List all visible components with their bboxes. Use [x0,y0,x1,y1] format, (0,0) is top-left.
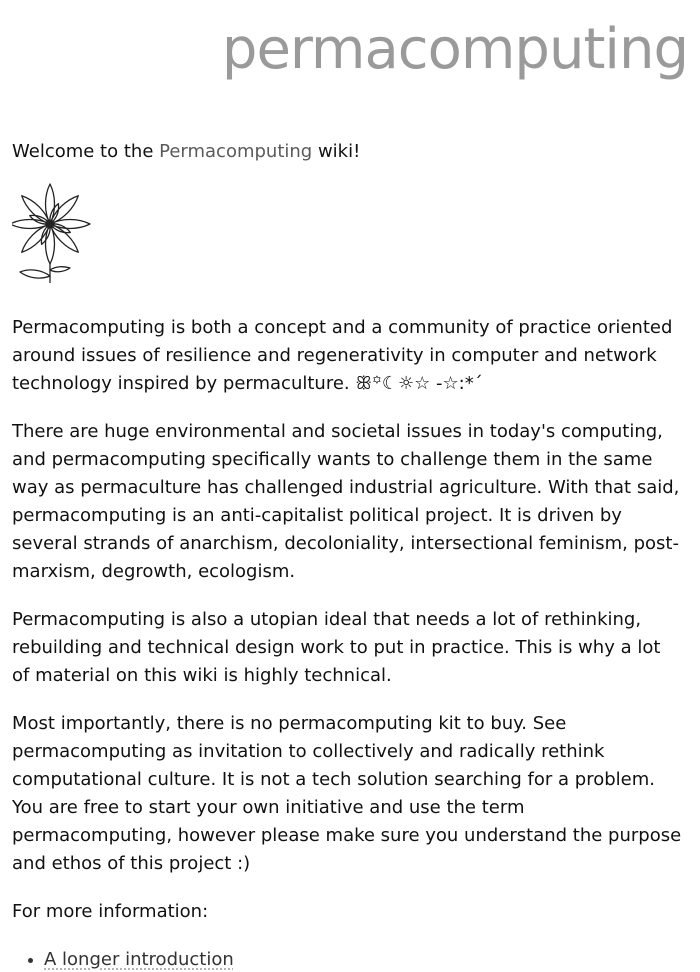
longer-introduction-link[interactable]: A longer introduction [44,949,234,970]
site-logo-link[interactable]: permacomputing [221,17,688,82]
welcome-prefix: Welcome to the [12,141,160,162]
info-link-list [12,946,682,972]
paragraph-issues: There are huge environmental and societal issues in today's computing, and permacomputing specifically wants to challenge them in the same way as permaculture has challenged industrial agriculture. With that said, permacomputing is an anti-capitalist political project. It is driven by several strands of anarchism, decoloniality, intersectional feminism, post-marxism, degrowth, ecologism. [12,421,680,582]
permacomputing-link[interactable]: Permacomputing [159,141,313,162]
list-item [44,946,682,972]
main-content [12,138,682,972]
paragraph-utopian-ideal: Permacomputing is also a utopian ideal that needs a lot of rethinking, rebuilding and technical design work to put in practice. This is why a lot of material on this wiki is highly technical. [12,609,661,686]
welcome-line [12,138,682,166]
more-information-heading: For more information: [12,901,209,922]
flower-icon [12,180,94,284]
paragraph-definition: Permacomputing is both a concept and a community of practice oriented around issues of resilience and regenerativity in computer and network technology inspired by permaculture. ꕥ꙳☾☼☆ -☆:*´ [12,317,673,394]
welcome-suffix: wiki! [312,141,361,162]
paragraph-no-kit: Most importantly, there is no permacomputing kit to buy. See permacomputing as invitation to collectively and radically rethink computational culture. It is not a tech solution searching for a problem. You are free to start your own initiative and use the term permacomputing, however please make sure you understand the purpose and ethos of this project :) [12,713,682,874]
